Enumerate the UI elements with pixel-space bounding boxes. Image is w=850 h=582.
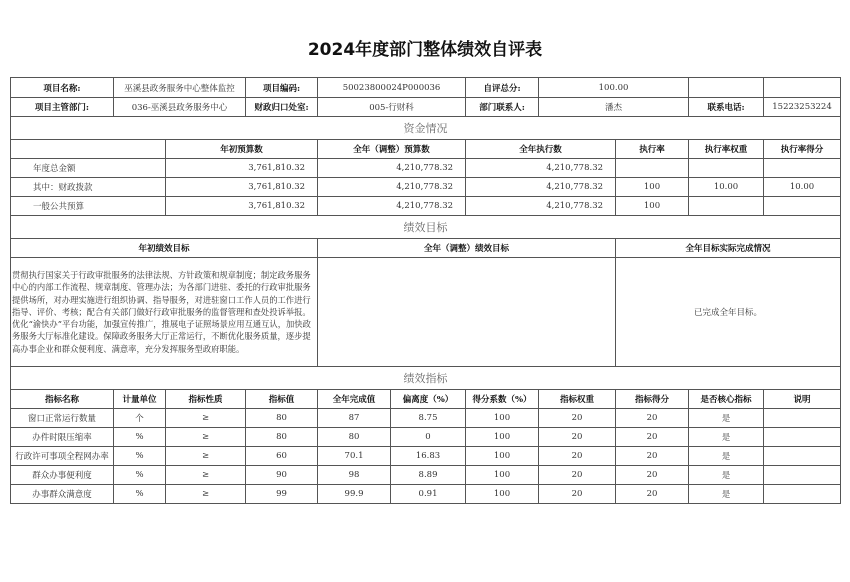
indicator-cell: 80 bbox=[246, 428, 318, 447]
indicator-cell: 90 bbox=[246, 466, 318, 485]
indicator-header: 指标名称 bbox=[11, 390, 114, 409]
contact-label: 部门联系人: bbox=[466, 98, 539, 117]
total-score-label: 自评总分: bbox=[466, 78, 539, 98]
completion-text: 已完成全年目标。 bbox=[616, 258, 841, 367]
indicator-cell: 20 bbox=[616, 466, 689, 485]
phone-label: 联系电话: bbox=[689, 98, 764, 117]
indicator-cell bbox=[764, 409, 841, 428]
indicator-cell bbox=[764, 428, 841, 447]
project-name-label: 项目名称: bbox=[11, 78, 114, 98]
indicator-cell: % bbox=[114, 485, 166, 504]
indicators-header-row bbox=[11, 390, 841, 409]
funding-executed-cell: 4,210,778.32 bbox=[466, 159, 616, 178]
indicator-cell: ≥ bbox=[166, 447, 246, 466]
indicator-cell: 群众办事便利度 bbox=[11, 466, 114, 485]
indicator-header: 得分系数（%） bbox=[466, 390, 539, 409]
indicator-cell: 20 bbox=[616, 447, 689, 466]
funding-header-row bbox=[11, 140, 841, 159]
indicator-cell: 98 bbox=[318, 466, 391, 485]
indicator-row bbox=[11, 447, 841, 466]
goals-content-row bbox=[11, 258, 841, 367]
indicator-cell bbox=[764, 447, 841, 466]
project-code-label: 项目编码: bbox=[246, 78, 318, 98]
indicator-cell: ≥ bbox=[166, 466, 246, 485]
indicator-cell: 20 bbox=[616, 409, 689, 428]
goals-header: 年初绩效目标 bbox=[11, 239, 318, 258]
indicator-cell: 99 bbox=[246, 485, 318, 504]
project-name-value: 巫溪县政务服务中心整体监控 bbox=[114, 78, 246, 98]
funding-header: 年初预算数 bbox=[166, 140, 318, 159]
indicator-cell: 20 bbox=[539, 447, 616, 466]
funding-header: 全年（调整）预算数 bbox=[318, 140, 466, 159]
indicator-cell: 87 bbox=[318, 409, 391, 428]
dept-label: 项目主管部门: bbox=[11, 98, 114, 117]
funding-adjusted-cell: 4,210,778.32 bbox=[318, 178, 466, 197]
dept-value: 036-巫溪县政务服务中心 bbox=[114, 98, 246, 117]
indicator-cell: ≥ bbox=[166, 428, 246, 447]
funding-score-cell bbox=[764, 159, 841, 178]
indicator-cell: 80 bbox=[246, 409, 318, 428]
empty-cell bbox=[11, 140, 166, 159]
initial-goal-text: 贯彻执行国家关于行政审批服务的法律法规、方针政策和规章制度；制定政务服务中心的内部工作流程、规章制度、管理办法；为各部门进驻、委托的行政审批服务提供场所，对办理实施进行组织协调、指导服务，对进驻窗口工作人员的工作进行指导、评价、考核；配合有关部门做好行政审批服务的监督管理和查处投诉举报。优化“渝快办”平台功能，加强宣传推广，推展电子证照场景应用互通互认，加快政务服务大厅标准化建设。保障政务服务大厅正常运行，不断优化服务质量，逐步提高办事企业和群众便利度、满意率，充分发挥服务型政府职能。 bbox=[11, 258, 318, 367]
indicator-row bbox=[11, 466, 841, 485]
indicator-header: 指标得分 bbox=[616, 390, 689, 409]
indicator-cell: 办件时限压缩率 bbox=[11, 428, 114, 447]
funding-header: 执行率得分 bbox=[764, 140, 841, 159]
indicator-cell: 是 bbox=[689, 428, 764, 447]
indicator-header: 全年完成值 bbox=[318, 390, 391, 409]
indicator-header: 指标值 bbox=[246, 390, 318, 409]
funding-rate-cell: 100 bbox=[616, 178, 689, 197]
contact-value: 潘杰 bbox=[539, 98, 689, 117]
indicator-cell: 20 bbox=[539, 466, 616, 485]
indicator-cell: 100 bbox=[466, 485, 539, 504]
indicator-cell: % bbox=[114, 428, 166, 447]
indicator-cell: 20 bbox=[616, 485, 689, 504]
indicator-header: 说明 bbox=[764, 390, 841, 409]
indicator-cell: 99.9 bbox=[318, 485, 391, 504]
funding-label-cell: 其中：财政拨款 bbox=[11, 178, 166, 197]
empty-cell bbox=[689, 78, 764, 98]
funding-score-cell bbox=[764, 197, 841, 216]
indicator-header: 指标性质 bbox=[166, 390, 246, 409]
funding-row bbox=[11, 178, 841, 197]
indicator-cell: % bbox=[114, 466, 166, 485]
indicator-cell: 20 bbox=[539, 428, 616, 447]
funding-section-title: 资金情况 bbox=[11, 117, 841, 140]
page-title: 2024年度部门整体绩效自评表 bbox=[307, 40, 543, 60]
funding-initial-cell: 3,761,810.32 bbox=[166, 178, 318, 197]
indicator-cell: ≥ bbox=[166, 485, 246, 504]
indicator-cell: 0 bbox=[391, 428, 466, 447]
indicator-cell: 20 bbox=[539, 409, 616, 428]
indicator-cell: 100 bbox=[466, 409, 539, 428]
indicator-cell: 窗口正常运行数量 bbox=[11, 409, 114, 428]
goals-section-title: 绩效目标 bbox=[11, 216, 841, 239]
funding-score-cell: 10.00 bbox=[764, 178, 841, 197]
funding-label-cell: 年度总金额 bbox=[11, 159, 166, 178]
indicator-cell bbox=[764, 466, 841, 485]
indicator-cell: 是 bbox=[689, 409, 764, 428]
funding-weight-cell: 10.00 bbox=[689, 178, 764, 197]
indicator-cell: 100 bbox=[466, 447, 539, 466]
indicator-row bbox=[11, 485, 841, 504]
indicator-cell: 80 bbox=[318, 428, 391, 447]
finance-office-value: 005-行财科 bbox=[318, 98, 466, 117]
empty-cell bbox=[764, 78, 841, 98]
funding-weight-cell bbox=[689, 159, 764, 178]
phone-value: 15223253224 bbox=[764, 98, 841, 117]
adjusted-goal-text bbox=[318, 258, 616, 367]
indicator-cell bbox=[764, 485, 841, 504]
funding-weight-cell bbox=[689, 197, 764, 216]
indicator-cell: 是 bbox=[689, 447, 764, 466]
goals-header: 全年（调整）绩效目标 bbox=[318, 239, 616, 258]
indicator-cell: 70.1 bbox=[318, 447, 391, 466]
indicator-cell: 20 bbox=[616, 428, 689, 447]
funding-rate-cell bbox=[616, 159, 689, 178]
self-evaluation-table bbox=[10, 77, 841, 504]
indicator-cell: 行政许可事项全程网办率 bbox=[11, 447, 114, 466]
funding-executed-cell: 4,210,778.32 bbox=[466, 197, 616, 216]
funding-initial-cell: 3,761,810.32 bbox=[166, 159, 318, 178]
indicator-cell: 20 bbox=[539, 485, 616, 504]
indicator-cell: ≥ bbox=[166, 409, 246, 428]
funding-executed-cell: 4,210,778.32 bbox=[466, 178, 616, 197]
funding-header: 执行率 bbox=[616, 140, 689, 159]
indicator-cell: % bbox=[114, 447, 166, 466]
indicators-section-title: 绩效指标 bbox=[11, 367, 841, 390]
funding-adjusted-cell: 4,210,778.32 bbox=[318, 159, 466, 178]
indicator-header: 指标权重 bbox=[539, 390, 616, 409]
info-row-2 bbox=[11, 98, 841, 117]
indicator-cell: 是 bbox=[689, 485, 764, 504]
total-score-value: 100.00 bbox=[539, 78, 689, 98]
indicator-row bbox=[11, 409, 841, 428]
indicator-cell: 100 bbox=[466, 428, 539, 447]
goals-header: 全年目标实际完成情况 bbox=[616, 239, 841, 258]
funding-initial-cell: 3,761,810.32 bbox=[166, 197, 318, 216]
goals-header-row bbox=[11, 239, 841, 258]
indicator-cell: 16.83 bbox=[391, 447, 466, 466]
indicator-row bbox=[11, 428, 841, 447]
indicator-cell: 100 bbox=[466, 466, 539, 485]
indicator-cell: 8.75 bbox=[391, 409, 466, 428]
funding-adjusted-cell: 4,210,778.32 bbox=[318, 197, 466, 216]
indicator-cell: 个 bbox=[114, 409, 166, 428]
funding-header: 全年执行数 bbox=[466, 140, 616, 159]
indicator-header: 是否核心指标 bbox=[689, 390, 764, 409]
indicator-header: 偏离度（%） bbox=[391, 390, 466, 409]
funding-rate-cell: 100 bbox=[616, 197, 689, 216]
project-code-value: 50023800024P000036 bbox=[318, 78, 466, 98]
indicator-cell: 60 bbox=[246, 447, 318, 466]
info-row-1 bbox=[11, 78, 841, 98]
funding-header: 执行率权重 bbox=[689, 140, 764, 159]
indicator-cell: 0.91 bbox=[391, 485, 466, 504]
indicator-cell: 8.89 bbox=[391, 466, 466, 485]
funding-row bbox=[11, 197, 841, 216]
indicator-header: 计量单位 bbox=[114, 390, 166, 409]
funding-row bbox=[11, 159, 841, 178]
indicator-cell: 是 bbox=[689, 466, 764, 485]
funding-label-cell: 一般公共预算 bbox=[11, 197, 166, 216]
indicator-cell: 办事群众满意度 bbox=[11, 485, 114, 504]
finance-office-label: 财政归口处室: bbox=[246, 98, 318, 117]
